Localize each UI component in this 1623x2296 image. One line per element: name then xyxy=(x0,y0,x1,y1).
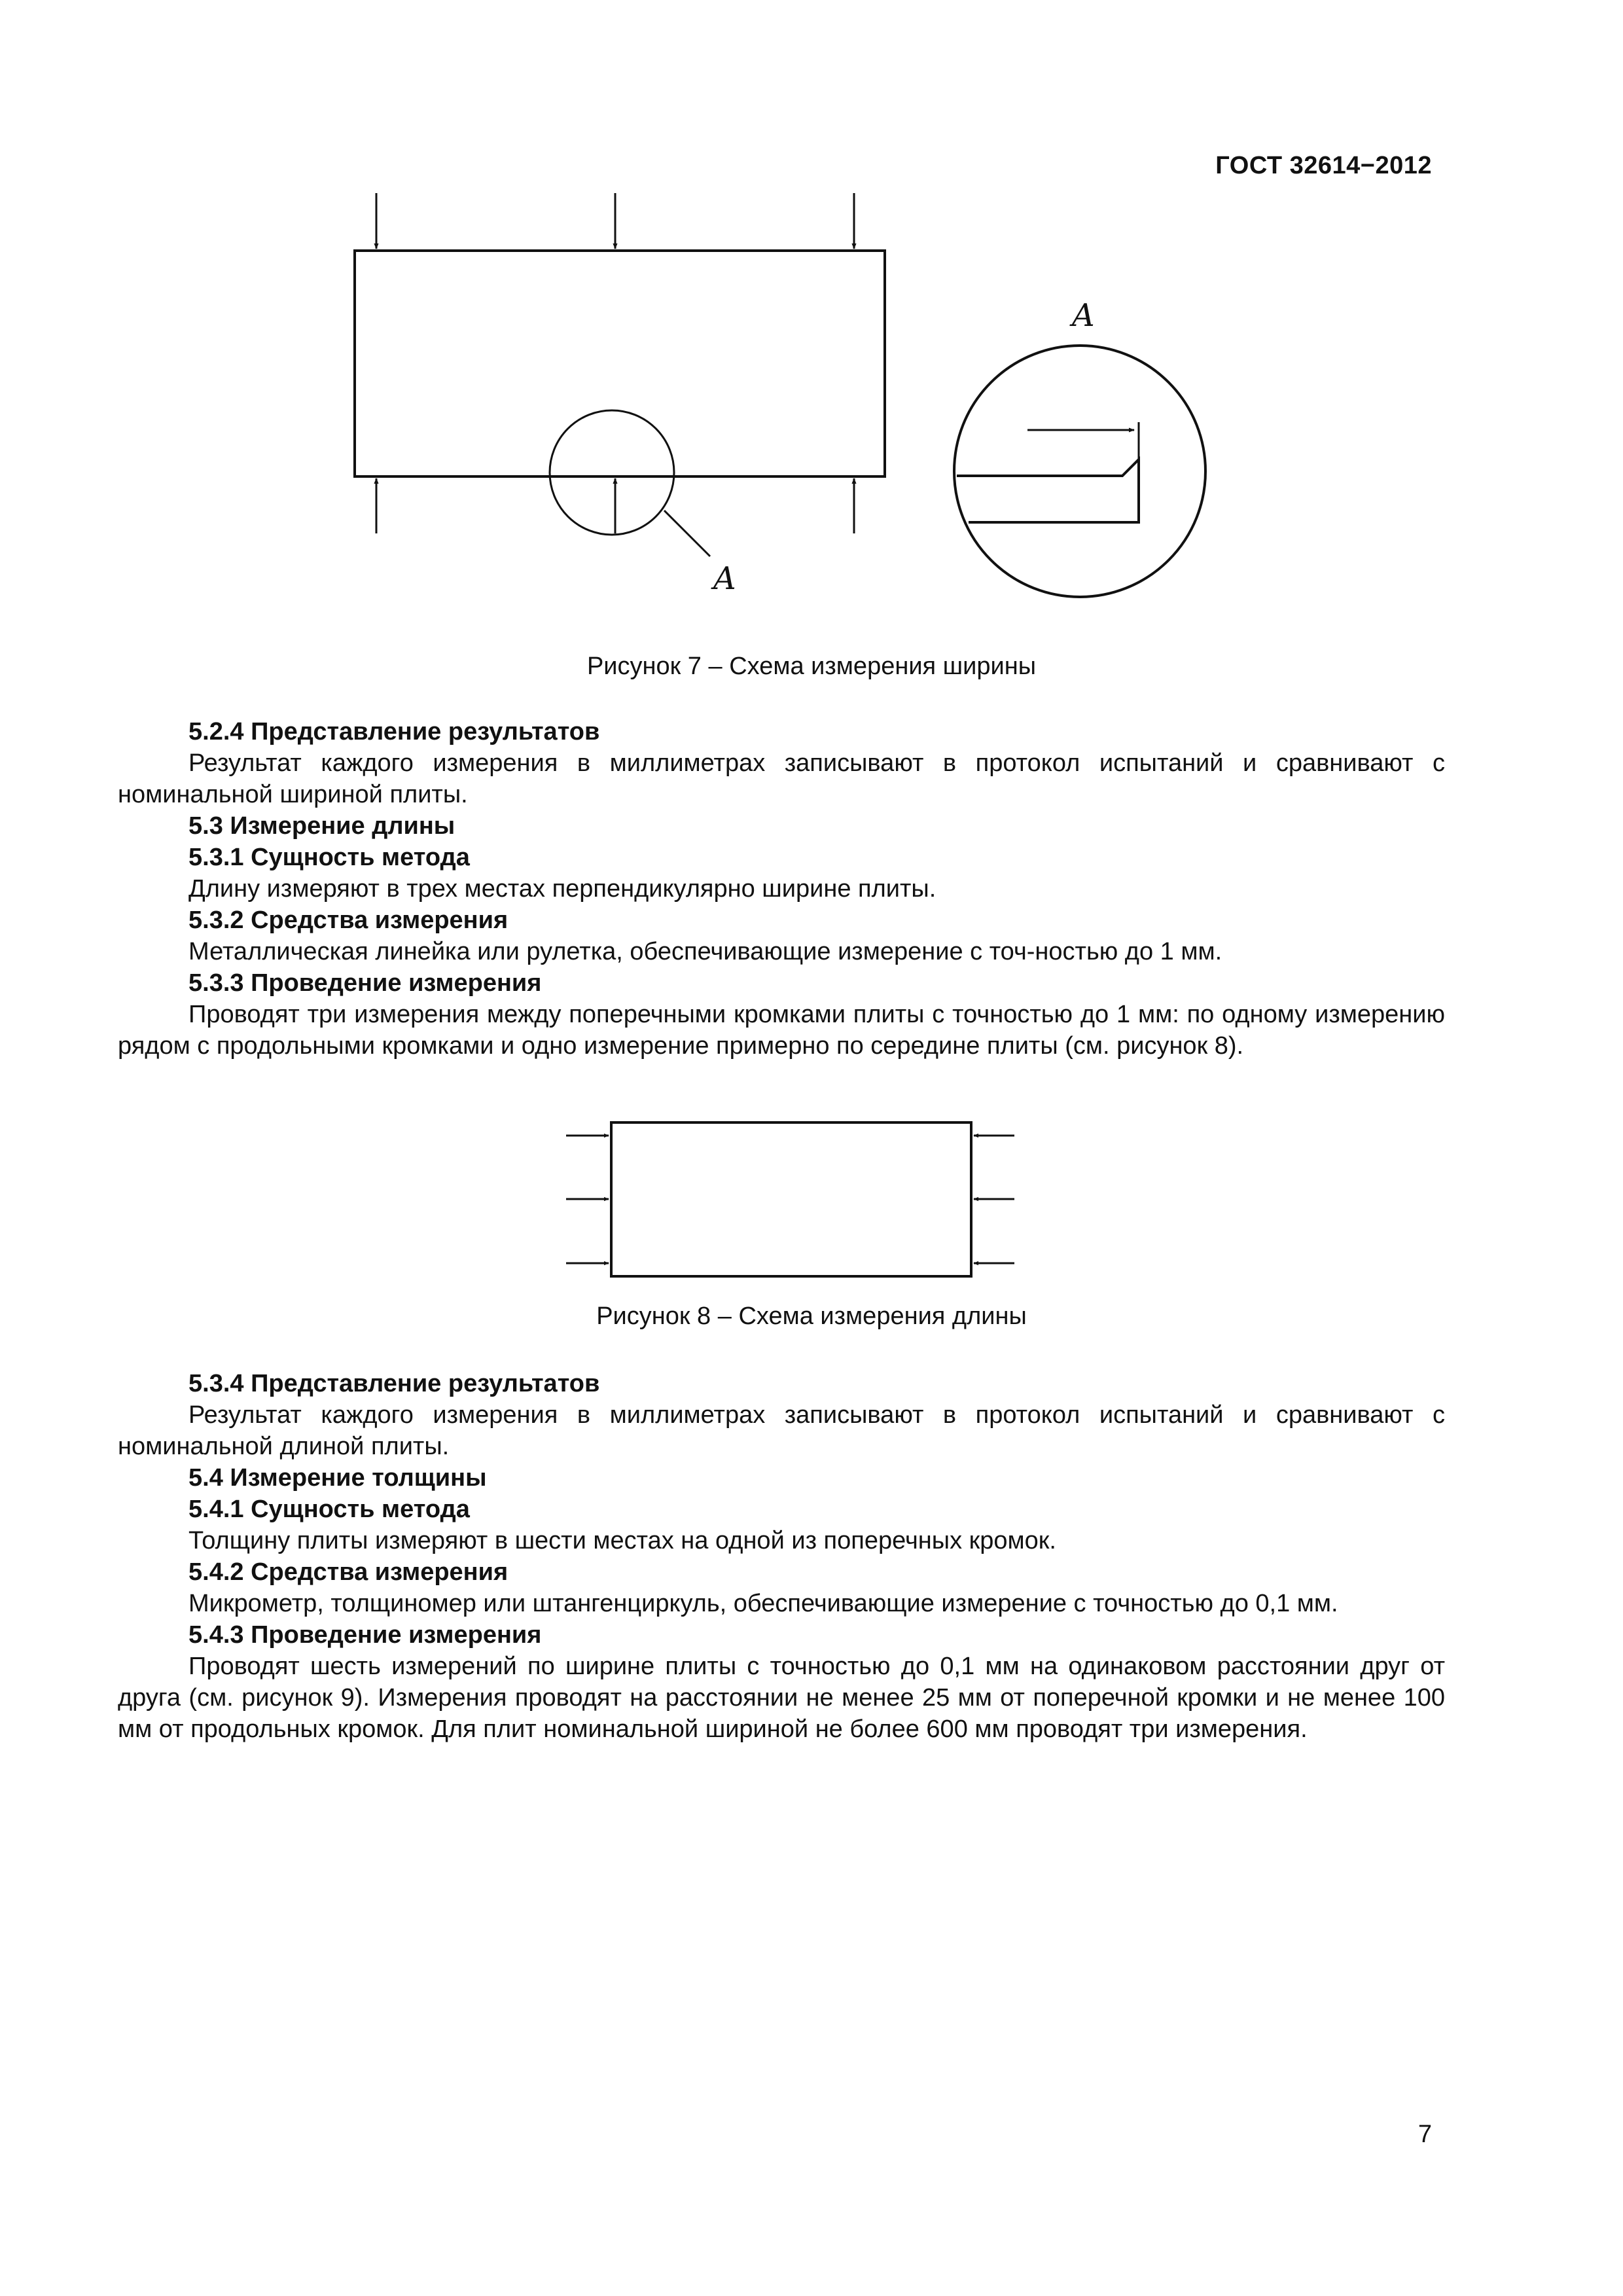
heading-5-3-2: 5.3.2 Средства измерения xyxy=(188,906,508,934)
figure-7-diagram xyxy=(340,183,1224,619)
paragraph-5-4-1: Толщину плиты измеряют в шести местах на одной из поперечных кромок. xyxy=(188,1527,1056,1554)
paragraph-5-2-4: Результат каждого измерения в миллиметрах записывают в протокол испытаний и сравнивают с номинальной шириной плиты. xyxy=(118,749,1445,808)
right-measurement-arrows xyxy=(974,1136,1014,1263)
paragraph-5-3-4: Результат каждого измерения в миллиметрах записывают в протокол испытаний и сравнивают с номинальной длиной плиты. xyxy=(118,1401,1445,1460)
text-block-lower xyxy=(118,1368,1445,1745)
detail-label: A xyxy=(1072,297,1095,334)
heading-5-3-1: 5.3.1 Сущность метода xyxy=(188,844,470,871)
heading-5-3: 5.3 Измерение длины xyxy=(188,812,455,840)
heading-5-2-4: 5.2.4 Представление результатов xyxy=(188,718,600,745)
plate-outline xyxy=(355,251,885,476)
detail-view-a xyxy=(954,346,1205,597)
page-number: 7 xyxy=(1418,2121,1432,2148)
paragraph-5-3-2: Металлическая линейка или рулетка, обеспечивающие измерение с точ-ностью до 1 мм. xyxy=(188,938,1222,965)
document-header: ГОСТ 32614−2012 xyxy=(1215,152,1432,179)
heading-5-4: 5.4 Измерение толщины xyxy=(188,1464,487,1492)
plate-outline xyxy=(611,1122,971,1276)
heading-5-3-4: 5.3.4 Представление результатов xyxy=(188,1370,600,1397)
figure-8-diagram xyxy=(556,1106,1027,1289)
figure-7-caption: Рисунок 7 – Схема измерения ширины xyxy=(586,653,1037,680)
paragraph-5-3-3: Проводят три измерения между поперечными кромками плиты с точностью до 1 мм: по одному измерению рядом с продольными кромками и одно измерение примерно по середине плиты (см. рисунок 8). xyxy=(118,1001,1445,1060)
paragraph-5-4-3: Проводят шесть измерений по ширине плиты с точностью до 0,1 мм на одинаковом расстоянии друг от друга (см. рисунок 9). Измерения проводят на расстоянии не менее 25 мм от поперечной кромки и не менее 100 мм от продольных кромок. Для плит номинальной шириной не более 600 мм проводят три измерения. xyxy=(118,1653,1445,1743)
paragraph-5-4-2: Микрометр, толщиномер или штангенциркуль, обеспечивающие измерение с точностью до 0,1 мм. xyxy=(188,1590,1338,1617)
heading-5-3-3: 5.3.3 Проведение измерения xyxy=(188,969,542,997)
heading-5-4-1: 5.4.1 Сущность метода xyxy=(188,1496,470,1523)
detail-callout-circle xyxy=(550,410,710,556)
heading-5-4-3: 5.4.3 Проведение измерения xyxy=(188,1621,542,1649)
bottom-measurement-arrows xyxy=(376,478,854,533)
text-block-upper xyxy=(118,716,1445,1062)
paragraph-5-3-1: Длину измеряют в трех местах перпендикулярно ширине плиты. xyxy=(188,875,936,903)
figure-8-caption: Рисунок 8 – Схема измерения длины xyxy=(596,1302,1027,1330)
left-measurement-arrows xyxy=(566,1136,609,1263)
top-measurement-arrows xyxy=(376,193,854,249)
callout-label: A xyxy=(713,560,736,597)
heading-5-4-2: 5.4.2 Средства измерения xyxy=(188,1558,508,1586)
